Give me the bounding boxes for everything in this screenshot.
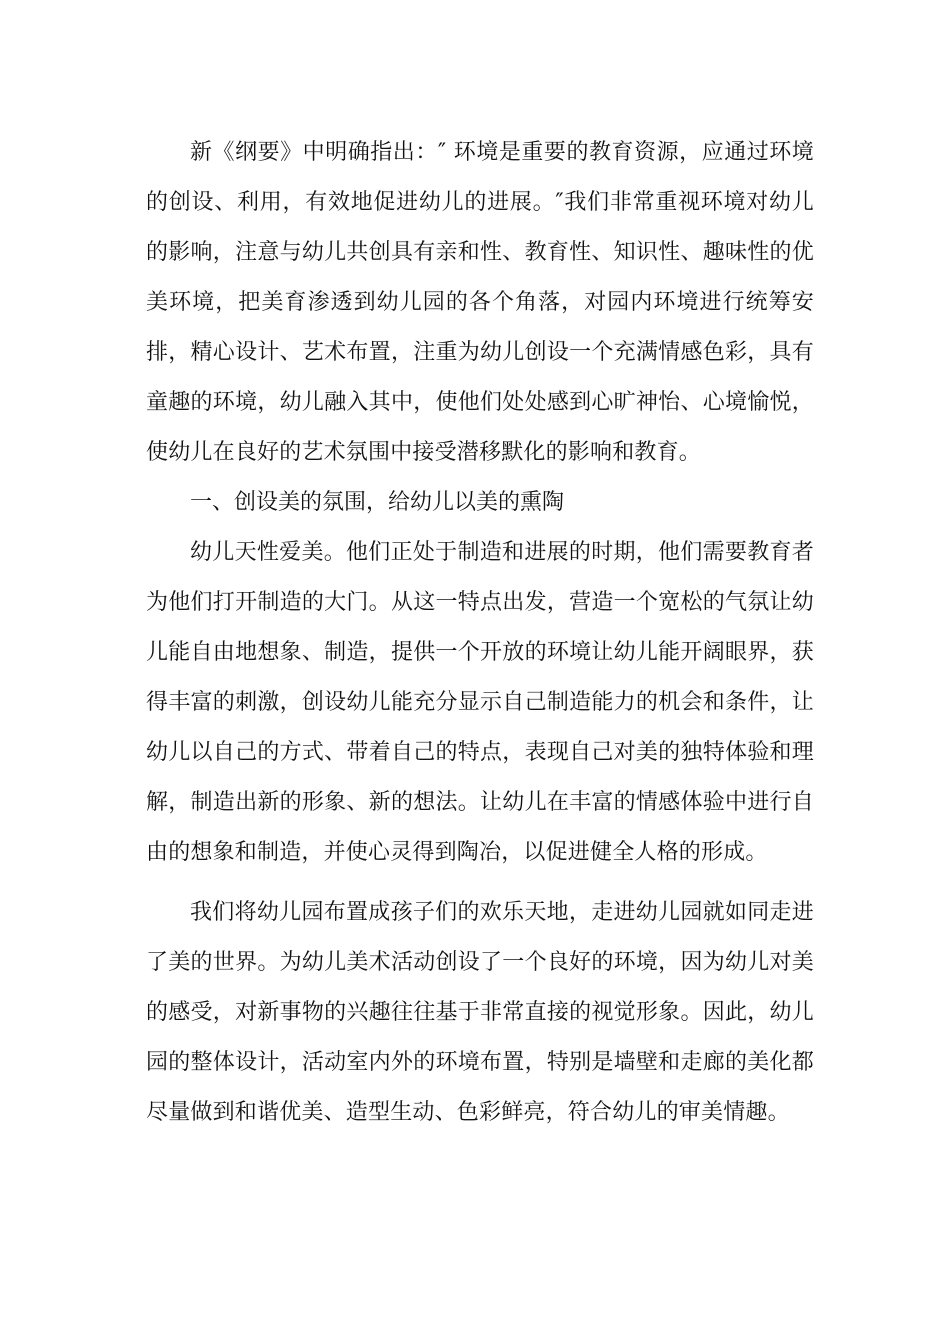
- section-heading: 一、创设美的氛围，给幼儿以美的熏陶: [190, 490, 565, 515]
- paragraph-environment: 我们将幼儿园布置成孩子们的欢乐天地，走进幼儿园就如同走进了美的世界。为幼儿美术活动创设了一个良好的环境，因为幼儿对美的感受，对新事物的兴趣往往基于非常直接的视觉形象。因此，幼儿园的整体设计，活动室内外的环境布置，特别是墙壁和走廊的美化都尽量做到和谐优美、造型生动、色彩鲜亮，符合幼儿的审美情趣。: [146, 900, 814, 1125]
- paragraph-nature: 幼儿天性爱美。他们正处于制造和进展的时期，他们需要教育者为他们打开制造的大门。从这一特点出发，营造一个宽松的气氛让幼儿能自由地想象、制造，提供一个开放的环境让幼儿能开阔眼界，获得丰富的刺激，创设幼儿能充分显示自己制造能力的机会和条件，让幼儿以自己的方式、带着自己的特点，表现自己对美的独特体验和理解，制造出新的形象、新的想法。让幼儿在丰富的情感体验中进行自由的想象和制造，并使心灵得到陶冶，以促进健全人格的形成。: [146, 540, 814, 865]
- document-body: [146, 128, 814, 1138]
- paragraph-intro: 新《纲要》中明确指出：″ 环境是重要的教育资源，应通过环境的创设、利用，有效地促进幼儿的进展。″我们非常重视环境对幼儿的影响，注意与幼儿共创具有亲和性、教育性、知识性、趣味性的优美环境，把美育渗透到幼儿园的各个角落，对园内环境进行统筹安排，精心设计、艺术布置，注重为幼儿创设一个充满情感色彩，具有童趣的环境，幼儿融入其中，使他们处处感到心旷神怡、心境愉悦，使幼儿在良好的艺术氛围中接受潜移默化的影响和教育。: [146, 140, 814, 465]
